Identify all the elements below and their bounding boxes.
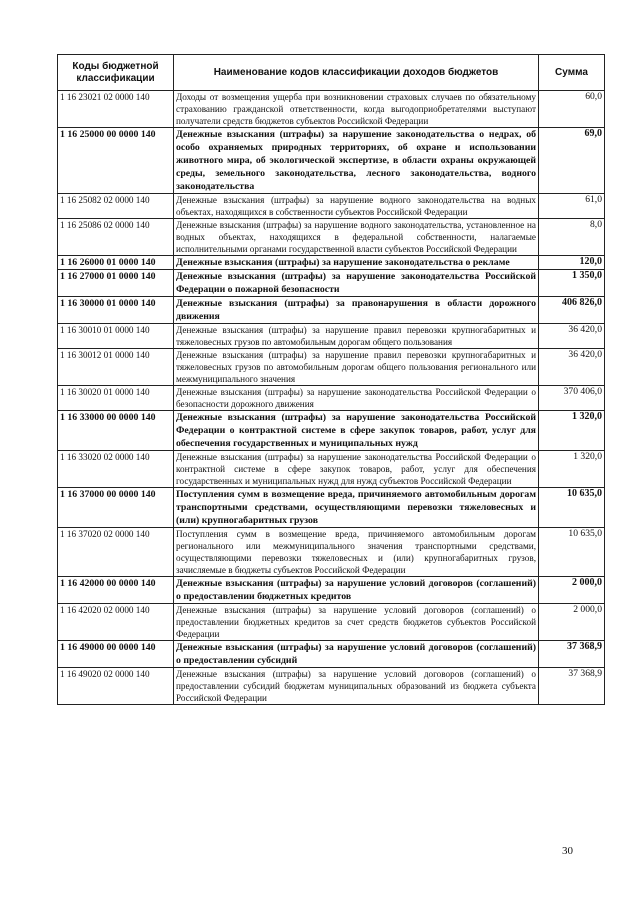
table-row bbox=[58, 324, 605, 349]
row-sum: 1 320,0 bbox=[539, 451, 605, 488]
row-code: 1 16 42020 02 0000 140 bbox=[58, 604, 174, 641]
row-sum: 2 000,0 bbox=[539, 604, 605, 641]
row-code: 1 16 33000 00 0000 140 bbox=[58, 411, 174, 451]
row-code: 1 16 23021 02 0000 140 bbox=[58, 91, 174, 128]
row-code: 1 16 25086 02 0000 140 bbox=[58, 219, 174, 256]
table-row bbox=[58, 528, 605, 577]
page-number: 30 bbox=[562, 845, 573, 857]
row-sum: 37 368,9 bbox=[539, 668, 605, 705]
row-sum: 60,0 bbox=[539, 91, 605, 128]
row-name: Денежные взыскания (штрафы) за нарушение условий договоров (соглашений) о предоставлении субсидий бюджетам муниципальных образований из бюджета субъекта Российской Федерации bbox=[174, 668, 539, 705]
row-code: 1 16 27000 01 0000 140 bbox=[58, 270, 174, 297]
table-row bbox=[58, 386, 605, 411]
row-name: Денежные взыскания (штрафы) за нарушение условий договоров (соглашений) о предоставлении субсидий bbox=[174, 641, 539, 668]
row-sum: 370 406,0 bbox=[539, 386, 605, 411]
table-row bbox=[58, 349, 605, 386]
table-row bbox=[58, 270, 605, 297]
table-row bbox=[58, 488, 605, 528]
row-sum: 61,0 bbox=[539, 194, 605, 219]
row-code: 1 16 33020 02 0000 140 bbox=[58, 451, 174, 488]
row-sum: 120,0 bbox=[539, 256, 605, 270]
row-code: 1 16 49000 00 0000 140 bbox=[58, 641, 174, 668]
header-code: Коды бюджетной классификации bbox=[58, 55, 174, 91]
row-sum: 2 000,0 bbox=[539, 577, 605, 604]
header-name: Наименование кодов классификации доходов бюджетов bbox=[174, 55, 539, 91]
table-row bbox=[58, 641, 605, 668]
row-code: 1 16 25000 00 0000 140 bbox=[58, 128, 174, 194]
row-name: Денежные взыскания (штрафы) за правонарушения в области дорожного движения bbox=[174, 297, 539, 324]
row-code: 1 16 49020 02 0000 140 bbox=[58, 668, 174, 705]
row-name: Денежные взыскания (штрафы) за нарушение законодательства Российской Федерации о контрактной системе в сфере закупок товаров, работ, услуг для обеспечения государственных и муниципальных нужд bbox=[174, 411, 539, 451]
row-name: Поступления сумм в возмещение вреда, причиняемого автомобильным дорогам транспортными средствами, осуществляющими перевозки тяжеловесных и (или) крупногабаритных грузов bbox=[174, 488, 539, 528]
row-name: Денежные взыскания (штрафы) за нарушение водного законодательства на водных объектах, находящихся в собственности субъектов Российской Федерации bbox=[174, 194, 539, 219]
row-name: Денежные взыскания (штрафы) за нарушение водного законодательства, установленное на водных объектах, находящихся в федеральной собственности, налагаемые исполнительными органами государственной власти субъектов Российской Федерации bbox=[174, 219, 539, 256]
row-name: Денежные взыскания (штрафы) за нарушение законодательства Российской Федерации о безопасности дорожного движения bbox=[174, 386, 539, 411]
row-code: 1 16 37020 02 0000 140 bbox=[58, 528, 174, 577]
row-sum: 1 350,0 bbox=[539, 270, 605, 297]
row-name: Денежные взыскания (штрафы) за нарушение условий договоров (соглашений) о предоставлении бюджетных кредитов за счет средств бюджетов субъектов Российской Федерации bbox=[174, 604, 539, 641]
table-row bbox=[58, 297, 605, 324]
row-name: Денежные взыскания (штрафы) за нарушение правил перевозки крупногабаритных и тяжеловесных грузов по автомобильным дорогам общего пользования регионального или межмуниципального значения bbox=[174, 349, 539, 386]
table-row bbox=[58, 577, 605, 604]
row-sum: 36 420,0 bbox=[539, 349, 605, 386]
row-sum: 1 320,0 bbox=[539, 411, 605, 451]
row-code: 1 16 42000 00 0000 140 bbox=[58, 577, 174, 604]
table-row bbox=[58, 219, 605, 256]
row-name: Денежные взыскания (штрафы) за нарушение законодательства о недрах, об особо охраняемых природных территориях, об охране и использовании животного мира, об экологической экспертизе, в области охраны окружающей среды, земельного законодательства, лесного законодательства, водного законодательства bbox=[174, 128, 539, 194]
row-name: Денежные взыскания (штрафы) за нарушение правил перевозки крупногабаритных и тяжеловесных грузов по автомобильным дорогам общего пользования bbox=[174, 324, 539, 349]
table-row bbox=[58, 668, 605, 705]
budget-revenue-table bbox=[57, 54, 605, 705]
row-sum: 37 368,9 bbox=[539, 641, 605, 668]
table-row bbox=[58, 128, 605, 194]
row-code: 1 16 37000 00 0000 140 bbox=[58, 488, 174, 528]
row-sum: 36 420,0 bbox=[539, 324, 605, 349]
row-sum: 10 635,0 bbox=[539, 488, 605, 528]
row-name: Денежные взыскания (штрафы) за нарушение законодательства Российской Федерации о пожарной безопасности bbox=[174, 270, 539, 297]
header-sum: Сумма bbox=[539, 55, 605, 91]
row-name: Поступления сумм в возмещение вреда, причиняемого автомобильным дорогам регионального или межмуниципального значения транспортными средствами, осуществляющими перевозки тяжеловесных и (или) крупногабаритных грузов, зачисляемые в бюджеты субъектов Российской Федерации bbox=[174, 528, 539, 577]
row-code: 1 16 26000 01 0000 140 bbox=[58, 256, 174, 270]
row-sum: 8,0 bbox=[539, 219, 605, 256]
table-row bbox=[58, 91, 605, 128]
row-name: Доходы от возмещения ущерба при возникновении страховых случаев по обязательному страхованию гражданской ответственности, когда выгодоприобретателями выступают получатели средств бюджетов субъектов Российской Федерации bbox=[174, 91, 539, 128]
table-row bbox=[58, 194, 605, 219]
row-name: Денежные взыскания (штрафы) за нарушение условий договоров (соглашений) о предоставлении бюджетных кредитов bbox=[174, 577, 539, 604]
table-body bbox=[58, 91, 605, 705]
row-sum: 406 826,0 bbox=[539, 297, 605, 324]
table-row bbox=[58, 411, 605, 451]
row-sum: 69,0 bbox=[539, 128, 605, 194]
row-code: 1 16 30000 01 0000 140 bbox=[58, 297, 174, 324]
row-name: Денежные взыскания (штрафы) за нарушение законодательства о рекламе bbox=[174, 256, 539, 270]
row-code: 1 16 30020 01 0000 140 bbox=[58, 386, 174, 411]
row-code: 1 16 25082 02 0000 140 bbox=[58, 194, 174, 219]
row-name: Денежные взыскания (штрафы) за нарушение законодательства Российской Федерации о контрактной системе в сфере закупок товаров, работ, услуг для обеспечения государственных и муниципальных нужд для нужд субъектов Российской Федерации bbox=[174, 451, 539, 488]
table-row bbox=[58, 451, 605, 488]
row-code: 1 16 30010 01 0000 140 bbox=[58, 324, 174, 349]
table-row bbox=[58, 604, 605, 641]
table-header-row bbox=[58, 55, 605, 91]
table-row bbox=[58, 256, 605, 270]
row-sum: 10 635,0 bbox=[539, 528, 605, 577]
row-code: 1 16 30012 01 0000 140 bbox=[58, 349, 174, 386]
